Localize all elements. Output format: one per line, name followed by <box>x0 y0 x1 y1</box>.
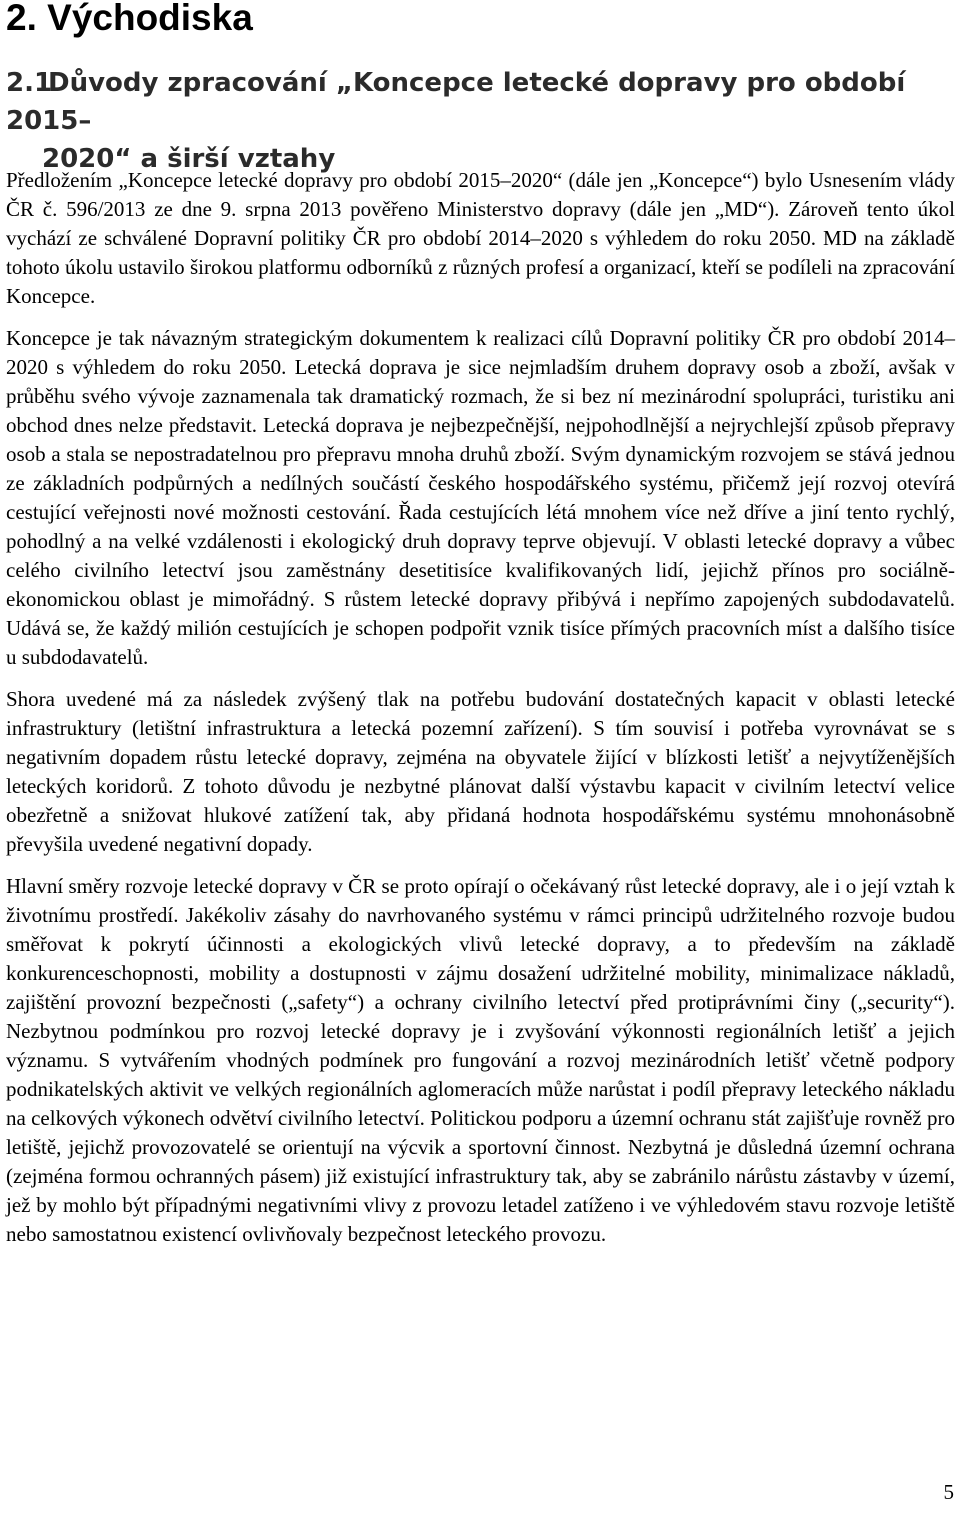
paragraph-4: Hlavní směry rozvoje letecké dopravy v ČR se proto opírají o očekávaný růst letecké dopravy, ale i o její vztah k životnímu prostředí. Jakékoliv zásahy do navrhovaného systému v rámci principů udržitelného rozvoje budou směřovat k pokrytí účinnosti a ekologických vlivů letecké dopravy, a to především na základě konkurenceschopnosti, mobility a dostupnosti v zájmu dosažení udržitelné mobility, minimalizace nákladů, zajištění provozní bezpečnosti („safety“) a ochrany civilního letectví před protiprávními činy („security“). Nezbytnou podmínkou pro rozvoj letecké dopravy je i zvyšování výkonnosti regionálních letišť a jejich významu. S vytvářením vhodných podmínek pro fungování a rozvoj mezinárodních letišť včetně podpory podnikatelských aktivit ve velkých regionálních aglomeracích může narůstat i podíl přepravy leteckého nákladu na celkových výkonech odvětví civilního letectví. Politickou podporu a územní ochranu stát zajišťuje rovněž pro letiště, jejichž provozovatelé se orientují na výcvik a sportovní činnost. Nezbytná je důsledná územní ochrana (zejména formou ochranných pásem) již existující infrastruktury tak, aby se zabránilo nárůstu zástavby v území, jež by mohlo být případnými negativními vlivy z provozu letadel zatíženo i ve výhledovém stavu rozvoje letiště nebo samostatnou existencí ovlivňovaly bezpečnost leteckého provozu. <box>6 874 955 1246</box>
page-number: 5 <box>943 1480 954 1504</box>
subsection-heading <box>6 64 946 178</box>
body-text <box>6 166 955 1262</box>
paragraph-1: Předložením „Koncepce letecké dopravy pro období 2015–2020“ (dále jen „Koncepce“) bylo Usnesením vlády ČR č. 596/2013 ze dne 9. srpna 2013 pověřeno Ministerstvo dopravy (dále jen „MD“). Zároveň tento úkol vychází ze schválené Dopravní politiky ČR pro období 2014–2020 s výhledem do roku 2050. MD na základě tohoto úkolu ustavilo širokou platformu odborníků z různých profesí a organizací, kteří se podíleli na zpracování Koncepce. <box>6 168 955 308</box>
paragraph-2: Koncepce je tak návazným strategickým dokumentem k realizaci cílů Dopravní politiky ČR pro období 2014–2020 s výhledem do roku 2050. Letecká doprava je sice nejmladším druhem dopravy osob a zboží, avšak v průběhu svého vývoje zaznamenala tak dramatický rozmach, že si bez ní mezinárodní spolupráci, turistiku ani obchod dnes nelze představit. Letecká doprava je nejbezpečnější, nejpohodlnější a nejrychlejší způsob přepravy osob a stala se nepostradatelnou pro přepravu mnoha druhů zboží. Svým dynamickým rozvojem se stává jednou ze základních podpůrných a nedílných součástí českého hospodářského systému, přičemž její rozvoj otevírá cestující veřejnosti nové možnosti cestování. Řada cestujících létá mnohem více než dříve a jiní tento rychlý, pohodlný a na velké vzdálenosti i ekologický druh dopravy teprve objevují. V oblasti letecké dopravy a vůbec celého civilního letectví jsou zaměstnány desetitisíce kvalifikovaných lidí, jejichž přínos pro sociálně-ekonomickou oblast je mimořádný. S růstem letecké dopravy přibývá i nepřímo zapojených subdodavatelů. Udává se, že každý milión cestujících je schopen podpořit vznik tisíce přímých pracovních míst a dalšího tisíce u subdodavatelů. <box>6 326 955 669</box>
paragraph-3: Shora uvedené má za následek zvýšený tlak na potřebu budování dostatečných kapacit v oblasti letecké infrastruktury (letištní infrastruktura a letecká pozemní zařízení). S tím souvisí i potřeba vyrovnávat se s negativním dopadem růstu letecké dopravy, zejména na obyvatele žijící v blízkosti letišť a nejvytíženějších leteckých koridorů. Z tohoto důvodu je nezbytné plánovat další výstavbu kapacit v civilním letectví velice obezřetně a snižovat hlukové zatížení tak, aby přidaná hodnota hospodářskému systému mnohonásobně převyšila uvedené negativní dopady. <box>6 687 955 856</box>
subsection-title-line-2: 2020“ a širší vztahy <box>42 144 336 174</box>
subsection-number: 2.1 <box>6 68 53 98</box>
subsection-title-line-1: Důvody zpracování „Koncepce letecké dopravy pro období 2015– <box>6 68 906 136</box>
section-heading: 2. Východiska <box>6 0 253 38</box>
